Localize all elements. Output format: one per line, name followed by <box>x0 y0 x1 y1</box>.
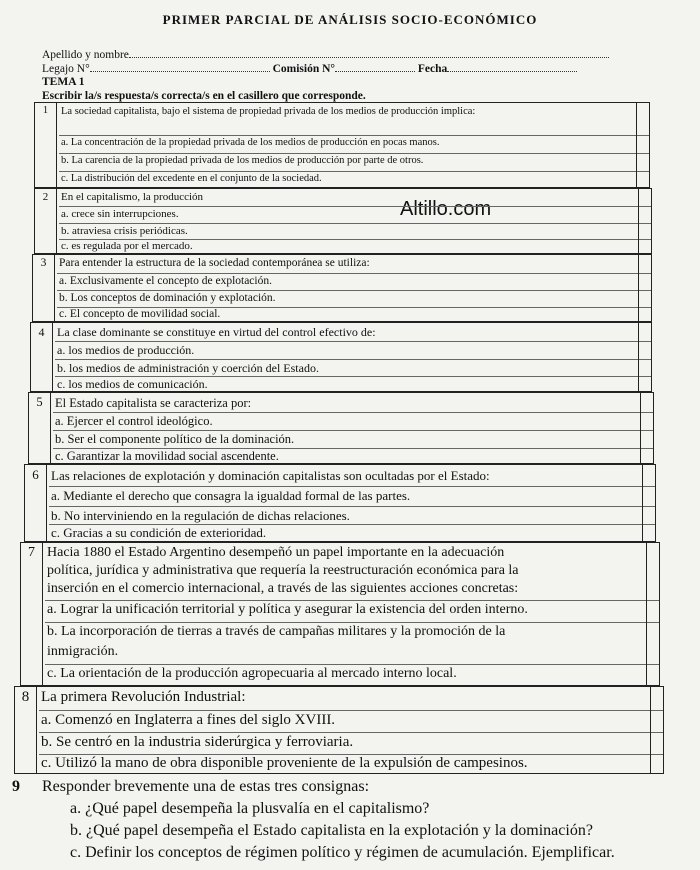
question-stem: El Estado capitalista se caracteriza por: <box>55 396 252 410</box>
question-stem: Para entender la estructura de la sociedad contemporánea se utiliza: <box>59 257 370 269</box>
answer-box[interactable] <box>636 103 649 187</box>
option-c: c. Garantizar la movilidad social ascendente. <box>55 449 279 463</box>
option-b: b. Ser el componente político de la dominación. <box>55 432 295 446</box>
answer-box[interactable] <box>640 393 653 463</box>
option-b: b. La carencia de la propiedad privada de los medios de producción por parte de otros. <box>61 155 424 166</box>
question-stem: La sociedad capitalista, bajo el sistema de propiedad privada de los medios de producción implica: <box>61 106 476 117</box>
instruction-text: Escribir la/s respuesta/s correcta/s en el casillero que corresponde. <box>42 90 366 102</box>
question-number: 7 <box>21 543 43 685</box>
answer-box[interactable] <box>638 189 651 253</box>
option-c: c. es regulada por el mercado. <box>61 240 193 252</box>
question-7 <box>20 542 660 686</box>
question-3 <box>32 254 652 322</box>
fecha-label: Fecha <box>417 63 448 75</box>
question-4 <box>30 322 652 392</box>
question-stem: Hacia 1880 el Estado Argentino desempeñó un papel importante en la adecuación <box>47 545 505 560</box>
option-a: a. Lograr la unificación territorial y política y asegurar la existencia del orden interno. <box>47 602 528 617</box>
watermark: Altillo.com <box>400 198 492 220</box>
answer-box[interactable] <box>650 687 663 773</box>
option-b: b. los medios de administración y coerción del Estado. <box>57 361 319 375</box>
apellido-field[interactable] <box>129 48 609 58</box>
option-a: a. Comenzó en Inglaterra a fines del siglo XVIII. <box>41 712 336 728</box>
option-b: b. No interviniendo en la regulación de dichas relaciones. <box>51 508 350 523</box>
question-stem: La primera Revolución Industrial: <box>41 689 246 705</box>
option-a: a. crece sin interrupciones. <box>61 208 179 220</box>
tema-label: TEMA 1 <box>42 76 85 88</box>
answer-box[interactable] <box>638 323 651 391</box>
option-b: b. atraviesa crisis periódicas. <box>61 225 188 237</box>
page-title: PRIMER PARCIAL DE ANÁLISIS SOCIO-ECONÓMICO <box>162 12 538 27</box>
option-b: b. Los conceptos de dominación y explotación. <box>59 292 276 304</box>
question-6 <box>24 464 656 542</box>
legajo-line <box>42 62 577 75</box>
option-c: c. Utilizó la mano de obra disponible proveniente de la expulsión de campesinos. <box>41 755 528 771</box>
option-b: b. La incorporación de tierras a través de campañas militares y la promoción de la <box>47 624 506 639</box>
question-number: 3 <box>33 255 55 321</box>
comision-field[interactable] <box>335 62 415 72</box>
option-b: b. ¿Qué papel desempeña el Estado capitalista en la explotación y la dominación? <box>70 822 593 839</box>
question-number: 4 <box>31 323 53 391</box>
option-b-cont: inmigración. <box>47 644 119 659</box>
question-stem: política, jurídica y administrativa que requería la reestructuración económica para la <box>47 563 519 578</box>
legajo-field[interactable] <box>90 62 270 72</box>
apellido-line <box>42 48 609 61</box>
option-a: a. Mediante el derecho que consagra la igualdad formal de las partes. <box>51 488 411 503</box>
question-stem: inserción en el comercio internacional, a través de las siguientes acciones concretas: <box>47 581 519 596</box>
option-c: c. Definir los conceptos de régimen político y régimen de acumulación. Ejemplificar. <box>70 844 615 861</box>
question-number: 5 <box>29 393 51 463</box>
option-c: c. La orientación de la producción agropecuaria al mercado interno local. <box>47 666 457 681</box>
option-a: a. ¿Qué papel desempeña la plusvalía en el capitalismo? <box>70 800 430 817</box>
answer-box[interactable] <box>642 465 655 541</box>
question-stem: Responder brevemente una de estas tres consignas: <box>42 778 370 795</box>
question-number: 1 <box>35 103 57 187</box>
comision-label: Comisión N° <box>272 63 336 75</box>
question-8 <box>14 686 664 774</box>
question-number: 8 <box>15 687 37 773</box>
question-2 <box>34 188 652 254</box>
option-a: a. Ejercer el control ideológico. <box>55 414 213 428</box>
option-c: c. los medios de comunicación. <box>57 377 208 391</box>
option-a: a. La concentración de la propiedad privada de los medios de producción en pocas manos. <box>61 137 440 148</box>
question-number: 9 <box>12 778 20 795</box>
fecha-field[interactable] <box>447 62 577 72</box>
option-c: c. La distribución del excedente en el conjunto de la sociedad. <box>61 173 322 184</box>
apellido-label: Apellido y nombre <box>42 49 129 61</box>
question-stem: La clase dominante se constituye en virtud del control efectivo de: <box>57 325 376 339</box>
legajo-label: Legajo N° <box>42 63 90 75</box>
option-c: c. Gracias a su condición de exterioridad. <box>51 525 267 540</box>
option-c: c. El concepto de movilidad social. <box>59 308 221 320</box>
question-1 <box>34 102 650 188</box>
question-stem: Las relaciones de explotación y dominación capitalistas son ocultadas por el Estado: <box>51 468 490 483</box>
question-number: 6 <box>25 465 47 541</box>
option-a: a. Exclusivamente el concepto de explotación. <box>59 275 272 287</box>
answer-box[interactable] <box>646 543 659 685</box>
answer-box[interactable] <box>638 255 651 321</box>
option-b: b. Se centró en la industria siderúrgica y ferroviaria. <box>41 734 354 750</box>
question-stem: En el capitalismo, la producción <box>61 191 204 203</box>
question-number: 2 <box>35 189 57 253</box>
question-5 <box>28 392 654 464</box>
option-a: a. los medios de producción. <box>57 343 195 357</box>
